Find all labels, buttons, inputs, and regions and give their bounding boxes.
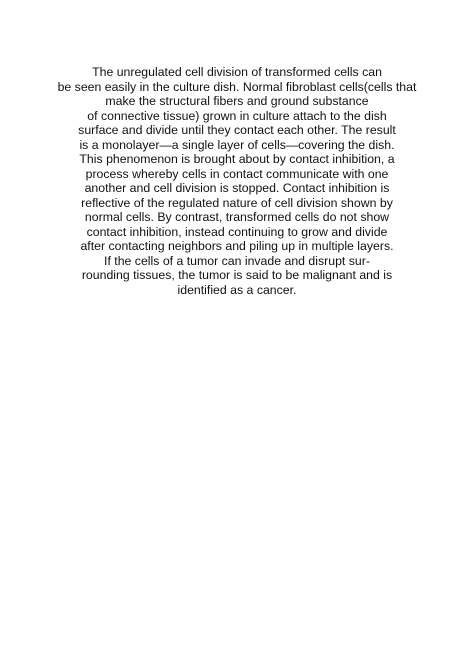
text-line: rounding tissues, the tumor is said to be malignant and is	[81, 268, 393, 282]
text-line: of connective tissue) grown in culture attach to the dish	[87, 108, 387, 123]
text-line: process whereby cells in contact communicate with one	[85, 166, 389, 181]
text-line: make the structural fibers and ground substance	[105, 94, 369, 108]
text-line: be seen easily in the culture dish. Normal fibroblast cells(cells that	[57, 79, 417, 94]
text-line: identified as a cancer.	[177, 282, 297, 297]
text-line: The unregulated cell division of transformed cells can	[92, 65, 382, 79]
text-line: If the cells of a tumor can invade and disrupt sur-	[104, 253, 370, 268]
body-text	[0, 65, 474, 297]
text-line: surface and divide until they contact each other. The result	[78, 123, 396, 137]
text-line: after contacting neighbors and piling up in multiple layers.	[80, 239, 394, 253]
text-line: This phenomenon is brought about by contact inhibition, a	[79, 152, 395, 166]
text-line: reflective of the regulated nature of cell division shown by	[81, 195, 393, 210]
text-line: normal cells. By contrast, transformed cells do not show	[84, 210, 390, 224]
text-line: another and cell division is stopped. Contact inhibition is	[84, 181, 390, 195]
text-line: is a monolayer—a single layer of cells—covering the dish.	[79, 137, 395, 152]
text-line: contact inhibition, instead continuing to grow and divide	[86, 224, 388, 239]
